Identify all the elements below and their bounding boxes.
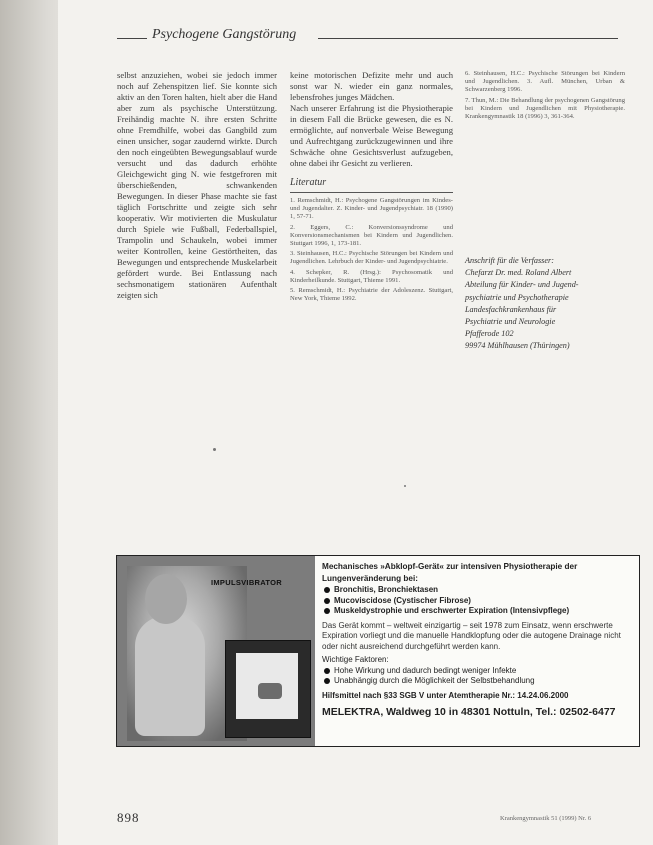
ad-headline: Mechanisches »Abklopf-Gerät« zur intensiven Physiotherapie der [322, 562, 578, 571]
address-line: Chefarzt Dr. med. Roland Albert [465, 268, 572, 278]
reference-item: 3. Steinhausen, H.C.: Psychische Störungen bei Kindern und Jugendlichen. Lehrbuch der Kinder- und Jugendpsychiatrie. [290, 250, 453, 266]
vibrator-device [225, 640, 311, 738]
ad-headline: Lungenveränderung bei: [322, 573, 418, 583]
condition-item: Mucoviscidose (Cystischer Fibrose) [322, 596, 634, 607]
header-rule-right [318, 38, 618, 39]
bullet-icon [324, 587, 330, 593]
body-paragraph: Nach unserer Erfahrung ist die Physiotherapie in diesem Fall die Brücke gewesen, die es N. ermöglichte, auf nonverbale Weise Bewegung und Aufrechtgang zurückzugewinnen und ihre Schwäche ohne Gesichtsverlust aufzugeben, ohne dabei ihr Gesicht zu verlieren. [290, 103, 453, 168]
body-paragraph: selbst anzuziehen, wobei sie jedoch immer noch auf Zehenspitzen lief. Sie konnte sich aktiv an den Toren halten, hielt aber die Hand aber zum als psychische Unterstützung. Freihändig machte N. ihre ersten Schritte ohne Fremdhilfe, wobei das Gangbild zum einen unsicher, sogar zaudernd wirkte. Durch den noch eingeübten Bewegungsablauf wurde versucht und das dadurch erhöhte Gleichgewicht ging N. wie festgefroren mit überschießenden, schwankenden Bewegungen. In dieser Phase machte sie fast täglich Fortschritte und zeigte sich sehr kooperativ. Wir motivierten die Muskulatur durch Spiele wie Fußball, Federballspiel, Trampolin und Schaukeln, wobei immer weiter Kontrollen, keine Gestörtheiten, das Bewegungen und entsprechende Muskelarbeit gefördert wurde. Bei Entlassung nach sechsmonatigem stationären Aufenthalt zeigten sich [117, 70, 277, 300]
literature-rule [290, 192, 453, 193]
child-figure [135, 616, 205, 736]
address-line: Anschrift für die Verfasser: [465, 256, 554, 265]
reference-item: 4. Schepker, R. (Hrsg.): Psychosomatik und Kinderheilkunde. Stuttgart, Thieme 1991. [290, 268, 453, 284]
address-line: Landesfachkrankenhaus für [465, 304, 557, 314]
reference-list [290, 197, 453, 303]
device-handle [258, 683, 282, 699]
header-rule-left [117, 38, 147, 39]
reference-list-continued [465, 70, 625, 121]
ad-contact: MELEKTRA, Waldweg 10 in 48301 Nottuln, Tel.: 02502-6477 [322, 706, 616, 718]
reference-item: 1. Remschmidt, H.: Psychogene Gangstörungen im Kindes- und Jugendalter. Z. Kinder- und Jugendpsychiatr. 18 (1990) 1, 57-71. [290, 197, 453, 221]
factors-heading: Wichtige Faktoren: [322, 655, 389, 664]
device-panel [236, 653, 298, 719]
reference-item: 2. Eggers, C.: Konversionssyndrome und Konversionsmechanismen bei Kindern und Jugendlichen. Stuttgart 1996, 1, 173-181. [290, 223, 453, 248]
condition-list [322, 585, 634, 617]
address-line: 99974 Mühlhausen (Thüringen) [465, 341, 570, 351]
ad-photo [117, 556, 315, 746]
address-line: Abteilung für Kinder- und Jugend- [465, 280, 579, 290]
address-line: Psychiatrie und Neurologie [465, 317, 556, 327]
literature-heading: Literatur [290, 177, 327, 188]
address-line: Pfafferode 102 [465, 329, 514, 339]
print-speck [213, 448, 216, 451]
address-line: psychiatrie und Psychotherapie [465, 292, 569, 302]
bullet-icon [324, 668, 330, 674]
factor-item: Hohe Wirkung und dadurch bedingt weniger Infekte [322, 666, 634, 677]
text-column-1 [117, 70, 277, 301]
print-speck [404, 485, 406, 487]
ad-description: Das Gerät kommt – weltweit einzigartig – seit 1978 zum Einsatz, wenn erschwerte Expiration vorliegt und die manuelle Handklopfung oder die autogene Drainage nicht oder nicht ausreichend durchgeführt werden kann. [322, 620, 621, 651]
text-column-3 [465, 70, 625, 123]
page-number: 898 [117, 810, 140, 825]
journal-citation: Krankengymnastik 51 (1999) Nr. 6 [500, 815, 592, 822]
factor-list [322, 666, 634, 687]
ad-text [322, 562, 634, 718]
author-address [465, 255, 640, 353]
bullet-icon [324, 608, 330, 614]
child-head [145, 574, 187, 624]
condition-item: Bronchitis, Bronchiektasen [322, 585, 634, 596]
body-paragraph: keine motorischen Defizite mehr und auch sonst war N. wieder ein ganz normales, lebensfrohes junges Mädchen. [290, 70, 453, 102]
bullet-icon [324, 598, 330, 604]
hilfsmittel-number: Hilfsmittel nach §33 SGB V unter Atemtherapie Nr.: 14.24.06.2000 [322, 690, 569, 700]
factor-item: Unabhängig durch die Möglichkeit der Selbstbehandlung [322, 676, 634, 687]
text-column-2 [290, 70, 453, 305]
running-header: Psychogene Gangstörung [152, 27, 297, 42]
advertisement [116, 555, 640, 747]
device-label: IMPULSVIBRATOR [211, 578, 283, 587]
reference-item: 5. Remschmidt, H.: Psychiatrie der Adoleszenz. Stuttgart, New York, Thieme 1992. [290, 287, 453, 303]
reference-item: 6. Steinhausen, H.C.: Psychische Störungen bei Kindern und Jugendlichen. 3. Aufl. München, Urban & Schwarzenberg 1996. [465, 70, 625, 94]
condition-item: Muskeldystrophie und erschwerter Expiration (Intensivpflege) [322, 606, 634, 617]
reference-item: 7. Thun, M.: Die Behandlung der psychogenen Gangstörung bei Kindern und Jugendlichen mit Physiotherapie. Krankengymnastik 18 (1996) 3, 361-364. [465, 96, 625, 121]
bullet-icon [324, 678, 330, 684]
